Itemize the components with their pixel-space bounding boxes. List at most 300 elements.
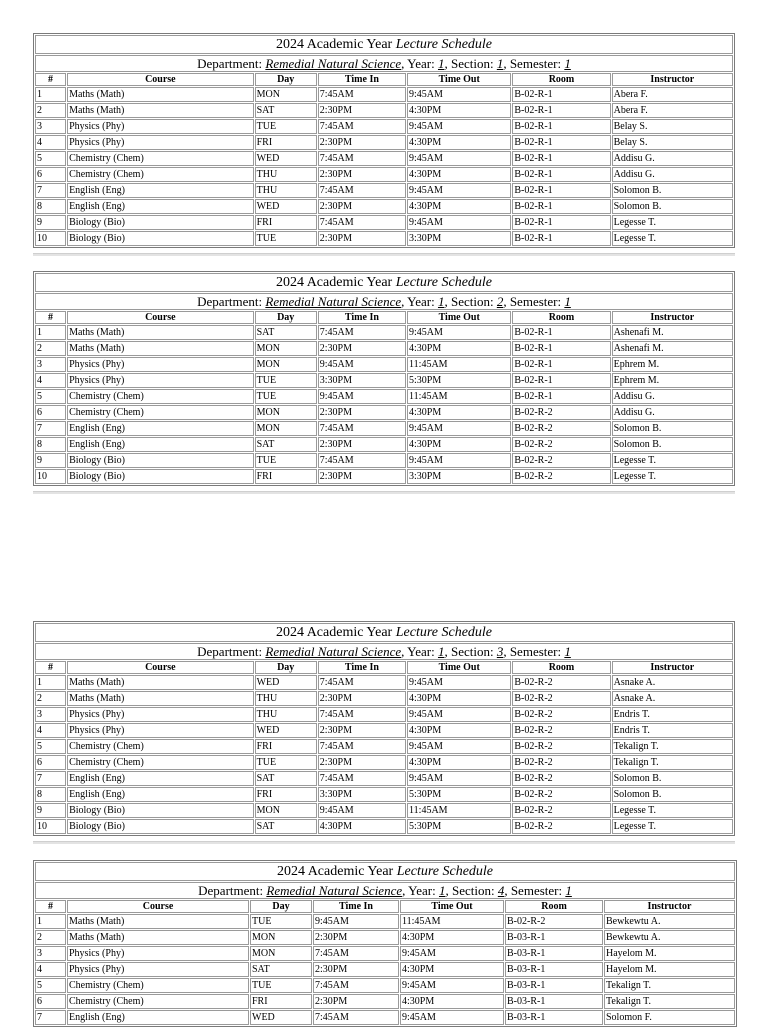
room-cell: B-02-R-1: [512, 231, 610, 246]
day-cell: TUE: [250, 914, 312, 929]
schedule-block-4: [33, 860, 735, 1027]
instructor-cell: Solomon B.: [612, 787, 733, 802]
day-cell: SAT: [250, 962, 312, 977]
table-row: [35, 231, 733, 246]
time-out-cell: 4:30PM: [407, 755, 511, 770]
instructor-cell: Addisu G.: [612, 405, 733, 420]
department-name: Remedial Natural Science: [265, 294, 402, 309]
row-number-cell: 5: [35, 978, 66, 993]
schedule-title: 2024 Academic Year Lecture Schedule: [35, 273, 733, 292]
room-cell: B-02-R-2: [512, 453, 610, 468]
day-cell: MON: [255, 803, 317, 818]
table-row: [35, 103, 733, 118]
course-cell: Chemistry (Chem): [67, 389, 254, 404]
day-cell: MON: [250, 930, 312, 945]
course-cell: Maths (Math): [67, 691, 254, 706]
semester-value: 1: [564, 56, 571, 71]
table-row: [35, 914, 735, 929]
row-number-cell: 4: [35, 135, 66, 150]
time-out-cell: 9:45AM: [407, 325, 511, 340]
room-cell: B-02-R-2: [512, 437, 610, 452]
schedule-title: 2024 Academic Year Lecture Schedule: [35, 862, 735, 881]
instructor-cell: Hayelom M.: [604, 962, 735, 977]
table-row: [35, 341, 733, 356]
time-out-cell: 4:30PM: [407, 341, 511, 356]
time-in-cell: 2:30PM: [313, 962, 399, 977]
day-cell: TUE: [255, 389, 317, 404]
time-in-cell: 9:45AM: [318, 389, 406, 404]
day-cell: SAT: [255, 819, 317, 834]
course-cell: Chemistry (Chem): [67, 405, 254, 420]
time-in-cell: 2:30PM: [318, 135, 406, 150]
room-cell: B-02-R-1: [512, 373, 610, 388]
instructor-cell: Ashenafi M.: [612, 325, 733, 340]
row-number-cell: 2: [35, 691, 66, 706]
row-number-cell: 10: [35, 231, 66, 246]
table-row: [35, 421, 733, 436]
instructor-cell: Addisu G.: [612, 167, 733, 182]
instructor-cell: Ashenafi M.: [612, 341, 733, 356]
instructor-cell: Endris T.: [612, 707, 733, 722]
instructor-cell: Belay S.: [612, 135, 733, 150]
time-out-cell: 11:45AM: [400, 914, 504, 929]
row-number-cell: 7: [35, 771, 66, 786]
instructor-cell: Abera F.: [612, 103, 733, 118]
time-in-cell: 7:45AM: [318, 453, 406, 468]
course-cell: Chemistry (Chem): [67, 755, 254, 770]
course-cell: English (Eng): [67, 199, 254, 214]
row-number-cell: 1: [35, 914, 66, 929]
col-header-time-in: Time In: [318, 73, 406, 86]
time-out-cell: 4:30PM: [407, 135, 511, 150]
day-cell: FRI: [255, 469, 317, 484]
time-in-cell: 3:30PM: [318, 373, 406, 388]
table-row: [35, 691, 733, 706]
row-number-cell: 1: [35, 675, 66, 690]
time-in-cell: 7:45AM: [313, 978, 399, 993]
room-cell: B-02-R-1: [512, 135, 610, 150]
section-value: 3: [496, 644, 504, 659]
table-row: [35, 437, 733, 452]
row-number-cell: 3: [35, 119, 66, 134]
table-row: [35, 135, 733, 150]
course-cell: Maths (Math): [67, 341, 254, 356]
course-cell: Physics (Phy): [67, 946, 249, 961]
room-cell: B-02-R-2: [512, 421, 610, 436]
time-in-cell: 7:45AM: [313, 1010, 399, 1025]
instructor-cell: Addisu G.: [612, 151, 733, 166]
room-cell: B-02-R-2: [512, 819, 610, 834]
separator: [33, 491, 735, 494]
day-cell: TUE: [250, 978, 312, 993]
day-cell: FRI: [255, 739, 317, 754]
table-row: [35, 325, 733, 340]
row-number-cell: 1: [35, 325, 66, 340]
time-in-cell: 7:45AM: [318, 87, 406, 102]
room-cell: B-02-R-1: [512, 183, 610, 198]
time-out-cell: 4:30PM: [407, 437, 511, 452]
col-header-time-in: Time In: [318, 661, 406, 674]
instructor-cell: Belay S.: [612, 119, 733, 134]
table-row: [35, 755, 733, 770]
section-value: 2: [496, 294, 504, 309]
schedule-subtitle: Department: Remedial Natural Science, Year: 1, Section: 3, Semester: 1: [35, 643, 733, 660]
schedule-block-1: [33, 33, 735, 248]
time-in-cell: 2:30PM: [318, 405, 406, 420]
course-cell: Biology (Bio): [67, 469, 254, 484]
time-out-cell: 4:30PM: [400, 930, 504, 945]
row-number-cell: 4: [35, 723, 66, 738]
table-row: [35, 994, 735, 1009]
col-header-room: Room: [512, 661, 610, 674]
time-in-cell: 9:45AM: [318, 803, 406, 818]
col-header-number: #: [35, 311, 66, 324]
row-number-cell: 9: [35, 453, 66, 468]
col-header-day: Day: [255, 661, 317, 674]
schedule-title: 2024 Academic Year Lecture Schedule: [35, 35, 733, 54]
time-in-cell: 7:45AM: [313, 946, 399, 961]
room-cell: B-02-R-1: [512, 87, 610, 102]
col-header-day: Day: [255, 73, 317, 86]
time-in-cell: 7:45AM: [318, 739, 406, 754]
room-cell: B-02-R-2: [512, 675, 610, 690]
time-in-cell: 2:30PM: [318, 231, 406, 246]
room-cell: B-02-R-1: [512, 119, 610, 134]
time-out-cell: 5:30PM: [407, 373, 511, 388]
room-cell: B-02-R-2: [512, 771, 610, 786]
day-cell: TUE: [255, 231, 317, 246]
row-number-cell: 10: [35, 469, 66, 484]
table-row: [35, 930, 735, 945]
row-number-cell: 2: [35, 103, 66, 118]
table-row: [35, 119, 733, 134]
table-row: [35, 215, 733, 230]
room-cell: B-02-R-1: [512, 389, 610, 404]
day-cell: WED: [255, 199, 317, 214]
time-in-cell: 7:45AM: [318, 119, 406, 134]
table-row: [35, 357, 733, 372]
time-out-cell: 4:30PM: [400, 994, 504, 1009]
room-cell: B-02-R-2: [512, 755, 610, 770]
instructor-cell: Bewkewtu A.: [604, 914, 735, 929]
room-cell: B-03-R-1: [505, 978, 603, 993]
instructor-cell: Legesse T.: [612, 231, 733, 246]
course-cell: Maths (Math): [67, 914, 249, 929]
day-cell: WED: [255, 723, 317, 738]
col-header-course: Course: [67, 73, 254, 86]
row-number-cell: 6: [35, 167, 66, 182]
year-value: 1: [437, 56, 445, 71]
row-number-cell: 2: [35, 930, 66, 945]
col-header-number: #: [35, 900, 66, 913]
row-number-cell: 7: [35, 1010, 66, 1025]
time-in-cell: 2:30PM: [318, 723, 406, 738]
table-row: [35, 389, 733, 404]
table-row: [35, 739, 733, 754]
day-cell: SAT: [255, 437, 317, 452]
time-out-cell: 3:30PM: [407, 231, 511, 246]
day-cell: WED: [255, 675, 317, 690]
room-cell: B-02-R-1: [512, 167, 610, 182]
day-cell: MON: [255, 421, 317, 436]
table-row: [35, 151, 733, 166]
course-cell: Maths (Math): [67, 930, 249, 945]
day-cell: MON: [255, 87, 317, 102]
year-value: 1: [437, 294, 445, 309]
time-in-cell: 7:45AM: [318, 707, 406, 722]
course-cell: Biology (Bio): [67, 215, 254, 230]
schedule-table: [33, 860, 737, 1027]
row-number-cell: 5: [35, 151, 66, 166]
day-cell: FRI: [255, 215, 317, 230]
course-cell: Physics (Phy): [67, 357, 254, 372]
separator: [33, 253, 735, 256]
row-number-cell: 3: [35, 357, 66, 372]
table-row: [35, 707, 733, 722]
row-number-cell: 6: [35, 755, 66, 770]
course-cell: Chemistry (Chem): [67, 739, 254, 754]
time-in-cell: 2:30PM: [318, 755, 406, 770]
course-cell: Physics (Phy): [67, 962, 249, 977]
course-cell: English (Eng): [67, 183, 254, 198]
instructor-cell: Legesse T.: [612, 469, 733, 484]
time-in-cell: 2:30PM: [318, 341, 406, 356]
row-number-cell: 6: [35, 994, 66, 1009]
time-out-cell: 9:45AM: [407, 707, 511, 722]
time-in-cell: 7:45AM: [318, 215, 406, 230]
schedule-table: [33, 621, 735, 836]
time-out-cell: 3:30PM: [407, 469, 511, 484]
col-header-instructor: Instructor: [612, 311, 733, 324]
col-header-time-out: Time Out: [407, 661, 511, 674]
col-header-room: Room: [512, 311, 610, 324]
col-header-day: Day: [250, 900, 312, 913]
header-row: [35, 900, 735, 913]
schedule-title: 2024 Academic Year Lecture Schedule: [35, 623, 733, 642]
section-value: 4: [497, 883, 505, 898]
course-cell: Maths (Math): [67, 325, 254, 340]
course-cell: Biology (Bio): [67, 231, 254, 246]
col-header-time-out: Time Out: [407, 311, 511, 324]
schedule-subtitle: Department: Remedial Natural Science, Year: 1, Section: 2, Semester: 1: [35, 293, 733, 310]
row-number-cell: 5: [35, 739, 66, 754]
course-cell: Biology (Bio): [67, 819, 254, 834]
room-cell: B-03-R-1: [505, 930, 603, 945]
time-in-cell: 7:45AM: [318, 325, 406, 340]
time-in-cell: 2:30PM: [318, 691, 406, 706]
table-row: [35, 373, 733, 388]
col-header-room: Room: [512, 73, 610, 86]
table-row: [35, 803, 733, 818]
time-in-cell: 2:30PM: [318, 469, 406, 484]
table-row: [35, 167, 733, 182]
col-header-time-in: Time In: [313, 900, 399, 913]
day-cell: WED: [250, 1010, 312, 1025]
table-row: [35, 771, 733, 786]
instructor-cell: Ephrem M.: [612, 373, 733, 388]
col-header-number: #: [35, 73, 66, 86]
time-out-cell: 9:45AM: [407, 151, 511, 166]
time-in-cell: 2:30PM: [318, 437, 406, 452]
time-out-cell: 4:30PM: [407, 199, 511, 214]
row-number-cell: 9: [35, 215, 66, 230]
instructor-cell: Solomon B.: [612, 199, 733, 214]
time-out-cell: 4:30PM: [407, 103, 511, 118]
header-row: [35, 661, 733, 674]
time-out-cell: 9:45AM: [407, 453, 511, 468]
section-value: 1: [496, 56, 504, 71]
room-cell: B-02-R-2: [512, 469, 610, 484]
room-cell: B-02-R-1: [512, 151, 610, 166]
room-cell: B-02-R-2: [512, 691, 610, 706]
course-cell: English (Eng): [67, 437, 254, 452]
table-row: [35, 787, 733, 802]
course-cell: Chemistry (Chem): [67, 151, 254, 166]
row-number-cell: 10: [35, 819, 66, 834]
instructor-cell: Abera F.: [612, 87, 733, 102]
instructor-cell: Addisu G.: [612, 389, 733, 404]
col-header-instructor: Instructor: [612, 73, 733, 86]
day-cell: THU: [255, 707, 317, 722]
table-row: [35, 453, 733, 468]
col-header-time-out: Time Out: [400, 900, 504, 913]
time-out-cell: 5:30PM: [407, 819, 511, 834]
time-out-cell: 9:45AM: [407, 421, 511, 436]
time-in-cell: 4:30PM: [318, 819, 406, 834]
day-cell: MON: [250, 946, 312, 961]
course-cell: Physics (Phy): [67, 707, 254, 722]
room-cell: B-02-R-1: [512, 199, 610, 214]
time-out-cell: 9:45AM: [400, 978, 504, 993]
instructor-cell: Legesse T.: [612, 215, 733, 230]
course-cell: Physics (Phy): [67, 373, 254, 388]
row-number-cell: 8: [35, 199, 66, 214]
table-row: [35, 87, 733, 102]
day-cell: SAT: [255, 103, 317, 118]
table-row: [35, 978, 735, 993]
day-cell: THU: [255, 167, 317, 182]
day-cell: FRI: [255, 135, 317, 150]
instructor-cell: Asnake A.: [612, 675, 733, 690]
schedule-subtitle: Department: Remedial Natural Science, Year: 1, Section: 4, Semester: 1: [35, 882, 735, 899]
day-cell: THU: [255, 691, 317, 706]
instructor-cell: Ephrem M.: [612, 357, 733, 372]
time-out-cell: 4:30PM: [407, 691, 511, 706]
time-out-cell: 9:45AM: [407, 183, 511, 198]
instructor-cell: Tekalign T.: [604, 978, 735, 993]
row-number-cell: 4: [35, 373, 66, 388]
table-row: [35, 469, 733, 484]
instructor-cell: Solomon B.: [612, 183, 733, 198]
room-cell: B-02-R-1: [512, 325, 610, 340]
room-cell: B-02-R-2: [512, 739, 610, 754]
room-cell: B-02-R-1: [512, 103, 610, 118]
instructor-cell: Tekalign T.: [612, 755, 733, 770]
schedule-table: [33, 271, 735, 486]
time-in-cell: 7:45AM: [318, 421, 406, 436]
instructor-cell: Bewkewtu A.: [604, 930, 735, 945]
time-out-cell: 5:30PM: [407, 787, 511, 802]
row-number-cell: 2: [35, 341, 66, 356]
time-in-cell: 7:45AM: [318, 675, 406, 690]
time-out-cell: 9:45AM: [407, 771, 511, 786]
table-row: [35, 946, 735, 961]
instructor-cell: Endris T.: [612, 723, 733, 738]
time-in-cell: 2:30PM: [313, 930, 399, 945]
time-in-cell: 2:30PM: [318, 103, 406, 118]
course-cell: English (Eng): [67, 771, 254, 786]
course-cell: Maths (Math): [67, 675, 254, 690]
course-cell: Maths (Math): [67, 103, 254, 118]
col-header-instructor: Instructor: [604, 900, 735, 913]
time-out-cell: 4:30PM: [400, 962, 504, 977]
room-cell: B-03-R-1: [505, 962, 603, 977]
course-cell: Chemistry (Chem): [67, 978, 249, 993]
course-cell: English (Eng): [67, 1010, 249, 1025]
time-out-cell: 9:45AM: [400, 946, 504, 961]
course-cell: Biology (Bio): [67, 453, 254, 468]
time-in-cell: 2:30PM: [313, 994, 399, 1009]
time-in-cell: 7:45AM: [318, 771, 406, 786]
time-out-cell: 9:45AM: [400, 1010, 504, 1025]
course-cell: Maths (Math): [67, 87, 254, 102]
instructor-cell: Solomon F.: [604, 1010, 735, 1025]
instructor-cell: Asnake A.: [612, 691, 733, 706]
day-cell: THU: [255, 183, 317, 198]
course-cell: English (Eng): [67, 421, 254, 436]
time-out-cell: 9:45AM: [407, 675, 511, 690]
header-row: [35, 73, 733, 86]
department-name: Remedial Natural Science: [265, 56, 402, 71]
day-cell: WED: [255, 151, 317, 166]
day-cell: FRI: [250, 994, 312, 1009]
semester-value: 1: [565, 883, 572, 898]
room-cell: B-02-R-2: [512, 787, 610, 802]
schedule-block-3: [33, 621, 735, 836]
instructor-cell: Legesse T.: [612, 819, 733, 834]
time-in-cell: 2:30PM: [318, 167, 406, 182]
table-row: [35, 1010, 735, 1025]
time-in-cell: 9:45AM: [318, 357, 406, 372]
row-number-cell: 3: [35, 946, 66, 961]
instructor-cell: Hayelom M.: [604, 946, 735, 961]
course-cell: Physics (Phy): [67, 119, 254, 134]
col-header-instructor: Instructor: [612, 661, 733, 674]
room-cell: B-02-R-2: [512, 405, 610, 420]
day-cell: SAT: [255, 325, 317, 340]
col-header-room: Room: [505, 900, 603, 913]
day-cell: FRI: [255, 787, 317, 802]
instructor-cell: Tekalign T.: [604, 994, 735, 1009]
col-header-course: Course: [67, 661, 254, 674]
time-in-cell: 2:30PM: [318, 199, 406, 214]
row-number-cell: 6: [35, 405, 66, 420]
row-number-cell: 8: [35, 437, 66, 452]
room-cell: B-02-R-1: [512, 215, 610, 230]
time-in-cell: 3:30PM: [318, 787, 406, 802]
schedule-block-2: [33, 271, 735, 486]
table-row: [35, 675, 733, 690]
room-cell: B-03-R-1: [505, 1010, 603, 1025]
time-out-cell: 9:45AM: [407, 739, 511, 754]
instructor-cell: Solomon B.: [612, 437, 733, 452]
time-out-cell: 4:30PM: [407, 405, 511, 420]
row-number-cell: 9: [35, 803, 66, 818]
course-cell: Physics (Phy): [67, 135, 254, 150]
course-cell: Chemistry (Chem): [67, 167, 254, 182]
table-row: [35, 405, 733, 420]
day-cell: TUE: [255, 453, 317, 468]
